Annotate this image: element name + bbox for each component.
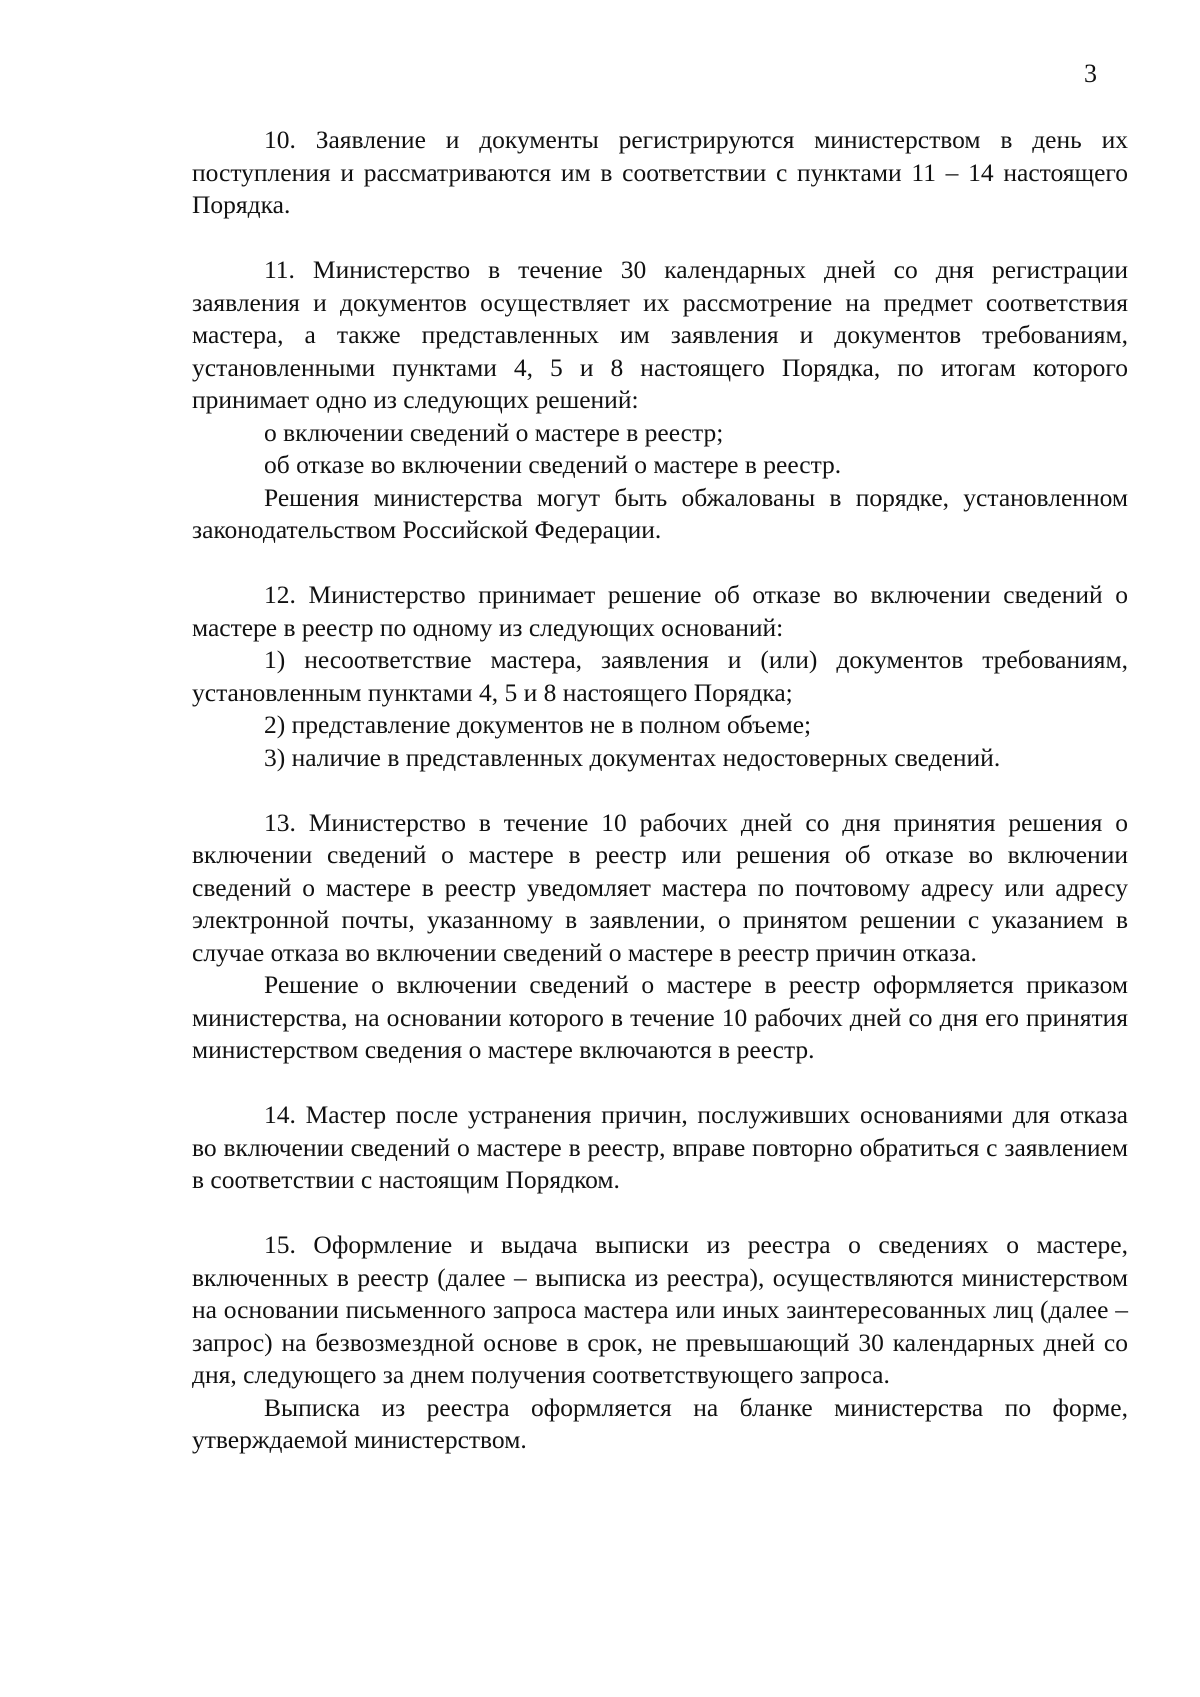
document-body <box>192 124 1128 1489</box>
section-15 <box>192 1229 1128 1457</box>
paragraph: 15. Оформление и выдача выписки из реестра о сведениях о мастере, включенных в реестр (далее – выписка из реестра), осуществляются министерством на основании письменного запроса мастера или иных заинтересованных лиц (далее – запрос) на безвозмездной основе в срок, не превышающий 30 календарных дней со дня, следующего за днем получения соответствующего запроса. <box>192 1230 1128 1389</box>
paragraph: 14. Мастер после устранения причин, послуживших основаниями для отказа во включении сведений о мастере в реестр, вправе повторно обратиться с заявлением в соответствии с настоящим Порядком. <box>192 1100 1128 1194</box>
paragraph: о включении сведений о мастере в реестр; <box>264 417 724 447</box>
section-11 <box>192 254 1128 547</box>
paragraph: 12. Министерство принимает решение об отказе во включении сведений о мастере в реестр по одному из следующих оснований: <box>192 580 1128 642</box>
paragraph: 13. Министерство в течение 10 рабочих дней со дня принятия решения о включении сведений о мастере в реестр или решения об отказе во включении сведений о мастере в реестр уведомляет мастера по почтовому адресу или адресу электронной почты, указанному в заявлении, о принятом решении с указанием в случае отказа во включении сведений о мастере в реестр причин отказа. <box>192 807 1128 967</box>
section-14 <box>192 1099 1128 1197</box>
paragraph: 1) несоответствие мастера, заявления и (или) документов требованиям, установленным пунктами 4, 5 и 8 настоящего Порядка; <box>192 645 1128 707</box>
page-number: 3 <box>1084 59 1097 88</box>
paragraph: 3) наличие в представленных документах недостоверных сведений. <box>264 742 1001 772</box>
section-12 <box>192 579 1128 774</box>
paragraph: 11. Министерство в течение 30 календарных дней со дня регистрации заявления и документов осуществляет их рассмотрение на предмет соответствия мастера, а также представленных им заявления и документов требованиям, установленными пунктами 4, 5 и 8 настоящего Порядка, по итогам которого принимает одно из следующих решений: <box>192 255 1128 414</box>
paragraph: об отказе во включении сведений о мастере в реестр. <box>264 450 842 479</box>
paragraph: Выписка из реестра оформляется на бланке министерства по форме, утверждаемой министерством. <box>192 1392 1128 1454</box>
paragraph: 2) представление документов не в полном объеме; <box>264 710 812 739</box>
section-10 <box>192 124 1128 222</box>
paragraph: Решения министерства могут быть обжалованы в порядке, установленном законодательством Российской Федерации. <box>192 482 1128 544</box>
paragraph: Решение о включении сведений о мастере в реестр оформляется приказом министерства, на основании которого в течение 10 рабочих дней со дня его принятия министерством сведения о мастере включаются в реестр. <box>192 970 1128 1064</box>
paragraph: 10. Заявление и документы регистрируются министерством в день их поступления и рассматриваются им в соответствии с пунктами 11 – 14 настоящего Порядка. <box>192 125 1128 219</box>
section-13 <box>192 807 1128 1067</box>
